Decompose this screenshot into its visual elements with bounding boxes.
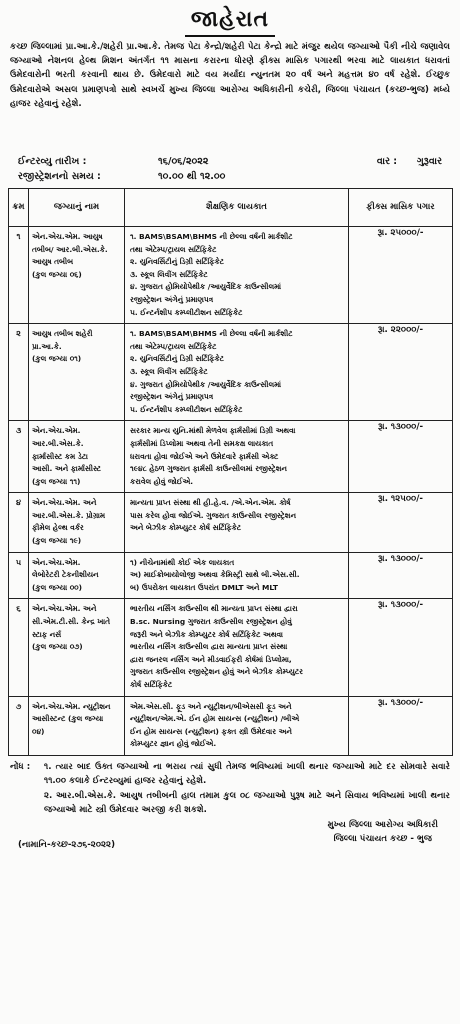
post-name-line: (કુલ જગ્યા ૦૭) (32, 642, 83, 652)
qualification-line: ૫. ઈન્ટર્નશીપ કમ્પ્લીટીશન સર્ટિફિકેટ (130, 404, 243, 414)
header-no: ક્રમ (9, 189, 29, 227)
table-row (9, 552, 453, 599)
qualification-line: માન્યતા પ્રાપ્ત સંસ્થા થી હી.હે.વ. /એ.એન.એમ. કોર્ષ (130, 498, 291, 508)
post-name-line: એન.એચ.એમ. (32, 557, 81, 567)
qualification-cell (125, 552, 349, 599)
post-name-line: એન.એચ.એમ. (32, 426, 81, 436)
qualification-cell (125, 599, 349, 696)
qualification-line: એમ.એસ.સી. ફૂડ અને ન્યુટ્રીશન/બીએસસી ફૂડ અને (130, 701, 292, 711)
note-item-1: ૧. ત્યાર બાદ ઉક્ત જગ્યાઓ ના ભરાય ત્યાં સુધી તેમજ ભવિષ્યમાં ખાલી થનાર જગ્યાઓ માટે દર સોમવારે સવારે ૧૧.૦૦ કલાકે ઈન્ટરવ્યુમાં હાજર રહેવાનું રહેશે. (44, 761, 450, 787)
post-name-cell (29, 599, 125, 696)
post-name-line: આર.બી.એસ.કે. (32, 438, 84, 448)
post-name-line: ૦૪) (32, 726, 45, 736)
post-name-line: ફીમેલ હેલ્થ વર્કર (32, 523, 84, 533)
qualification-cell (125, 493, 349, 552)
qualification-line: ૧. BAMS\BSAM\BHMS ની છેલ્લા વર્ષની માર્કશીટ (130, 329, 293, 339)
table-header-row (9, 189, 453, 227)
row-number: ૬ (9, 599, 29, 696)
interview-date-row (18, 154, 442, 169)
post-name-line: એન.એચ.એમ. ન્યુટ્રીશન (32, 701, 111, 711)
post-name-line: તબીબ/ આર.બી.એસ.કે. (32, 244, 108, 254)
qualification-line: ઈન હોમ સાયન્સ (ન્યુટ્રીશન) ફક્ત સ્ત્રી ઉમેદવાર અને (130, 726, 292, 736)
posts-table-body (9, 227, 453, 756)
qualification-line: ૧. BAMS\BSAM\BHMS ની છેલ્લા વર્ષની માર્કશીટ (130, 232, 293, 241)
qualification-line: તથા એટેમ્પ/ટ્રાયલ સર્ટિફિકેટ (130, 341, 217, 351)
registration-time-value: ૧૦.૦૦ થી ૧૨.૦૦ (158, 171, 226, 182)
qualification-line: ૫. ઈન્ટર્નશીપ કમ્પ્લીટીશન સર્ટિફિકેટ (130, 307, 243, 317)
post-name-line: આર.બી.એસ.કે. પ્રોગ્રામ (32, 510, 106, 520)
registration-time-label: રજીસ્ટ્રેશનનો સમય : (18, 171, 101, 182)
row-number: ૫ (9, 552, 29, 599)
header-qualification: શૈક્ષણિક લાયકાત (125, 189, 349, 227)
interview-day-value: ગુરૂવાર (416, 156, 442, 167)
row-number: ૪ (9, 493, 29, 552)
post-name-line: એન.એચ.એમ. અને (32, 604, 97, 614)
post-name-line: એન.એચ.એમ. અને (32, 498, 97, 508)
table-row (9, 696, 453, 755)
post-name-cell (29, 421, 125, 493)
qualification-line: ૨. યુનિવર્સિટીનું ડિગ્રી સર્ટિફિકેટ (130, 354, 224, 364)
qualification-cell (125, 227, 349, 324)
post-name-line: લેબોરેટરી ટેકનીશીયન (32, 570, 99, 580)
qualification-line: ફાર્મસીમાં ડિપ્લોમા અથવા તેની સમકક્ષ લાયકાત (130, 438, 274, 448)
qualification-line: ૨. યુનિવર્સિટીનું ડિગ્રી સર્ટિફિકેટ (130, 257, 224, 267)
qualification-line: ભારતીય નર્સિંગ કાઉન્સીલ દ્વારા માન્યતા પ્રાપ્ત સંસ્થા (130, 642, 288, 652)
post-name-cell (29, 227, 125, 324)
post-name-cell (29, 552, 125, 599)
post-name-line: આયુષ તબીબ શહેરી (32, 329, 93, 339)
table-row (9, 493, 453, 552)
page-title: જાહેરાત (185, 6, 275, 37)
header-post-name: જગ્યાનું નામ (29, 189, 125, 227)
post-name-line: (કુલ જગ્યા ૦૧) (32, 354, 82, 364)
notes-section (8, 756, 452, 818)
qualification-line: ધરાવતા હોવા જોઈએ અને ઉમેદવારે ફાર્મસી એક્ટ (130, 451, 279, 461)
interview-date-label: ઈન્ટરવ્યુ તારીખ : (18, 156, 87, 167)
note-row-1 (10, 760, 450, 789)
qualification-line: ન્યુટ્રીશન/એમ.એ. ઈન હોમ સાયન્સ (ન્યુટ્રીશન) /બીએ (130, 714, 300, 724)
posts-table (8, 188, 453, 756)
post-name-line: (કુલ જગ્યા ૦૦) (32, 582, 83, 592)
note-row-2 (10, 789, 450, 818)
pay-cell: રૂા. ૨૨૦૦૦/- (349, 324, 453, 421)
interview-date-value: ૧૬/૦૬/૨૦૨૨ (158, 156, 209, 167)
qualification-line: ૧) નીચેનામાંથી કોઈ એક લાયકાત (130, 557, 235, 567)
pay-cell: રૂા. ૧૩૦૦૦/- (349, 421, 453, 493)
post-name-cell (29, 493, 125, 552)
row-number: ૭ (9, 696, 29, 755)
header-pay: ફીક્સ માસિક પગાર (349, 189, 453, 227)
qualification-line: કોર્ષ સર્ટિફિકેટ (130, 680, 173, 689)
pay-cell: રૂા. ૧૨૫૦૦/- (349, 493, 453, 552)
qualification-line: અને બેઝીક કોમ્પ્યુટર કોર્ષ સર્ટિફિકેટ (130, 523, 242, 533)
qualification-line: ભારતીય નર્સિંગ કાઉન્સીલ થી માન્યતા પ્રાપ્ત સંસ્થા દ્વારા (130, 604, 298, 614)
post-name-line: આસીસ્ટન્ટ (કુલ જગ્યા (32, 714, 104, 724)
qualification-line: રજીસ્ટ્રેશન અંગેનું પ્રમાણપત્ર (130, 392, 214, 402)
post-name-line: (કુલ જગ્યા ૦૬) (32, 269, 82, 279)
pay-cell: રૂા. ૧૩૦૦૦/- (349, 599, 453, 696)
qualification-line: ૪. ગુજરાત હોમિયોપેથીક /આયુર્વેદિક કાઉન્સીલમાં (130, 379, 282, 389)
qualification-line: ૪. ગુજરાત હોમિયોપેથીક /આયુર્વેદિક કાઉન્સીલમાં (130, 282, 282, 292)
qualification-line: ગુજરાત કાઉન્સીલ રજીસ્ટ્રેશન હોવું અને બેઝીક કોમ્પ્યુટર (130, 667, 303, 677)
row-number: ૩ (9, 421, 29, 493)
post-name-line: (કુલ જગ્યા ૧૧) (32, 476, 81, 486)
post-name-cell (29, 324, 125, 421)
post-name-line: એન.એચ.એમ. આયુષ (32, 232, 103, 241)
qualification-line: બ) ઉપરોક્ત લાયકાત ઉપરાંત DMLT અને MLT (130, 582, 278, 592)
qualification-line: કરાવેલ હોવું જોઈએ. (130, 476, 194, 486)
qualification-line: ૩. સ્કૂલ લિવીંગ સર્ટિફિકેટ (130, 366, 208, 376)
note-item-2: ૨. આર.બી.એસ.કે. આયુષ તબીબની હાલ તમામ કુલ ૦૮ જગ્યાઓ પુરૂષ માટે અને સિવાય ભવિષ્યમાં ખાલી થનાર જગ્યાઓ માટે સ્ત્રી ઉમેદવાર અરજી કરી શકશે. (44, 790, 450, 816)
interview-details (8, 154, 452, 188)
qualification-line: જરૂરી અને બેઝીક કોમ્પ્યુટર કોર્ષ સર્ટિફિકેટ અથવા (130, 629, 283, 639)
post-name-line: આસી. અને ફાર્માસીસ્ટ (32, 464, 101, 474)
signature-office: જિલ્લા પંચાયત કચ્છ - ભુજ (333, 833, 432, 844)
qualification-line: ૧૯૪૮ હેઠળ ગુજરાત ફાર્મસી કાઉન્સીલમાં રજીસ્ટ્રેશન (130, 464, 287, 474)
qualification-line: સરકાર માન્ય યુનિ.માંથી મેળવેલ ફાર્મસીમાં ડિગ્રી અથવા (130, 426, 296, 436)
post-name-line: પ્રા.આ.કે. (32, 341, 62, 351)
qualification-cell (125, 324, 349, 421)
table-row (9, 421, 453, 493)
post-name-cell (29, 696, 125, 755)
signature-designation: મુખ્ય જિલ્લા આરોગ્ય અધિકારી (327, 819, 438, 830)
pay-cell: રૂા. ૧૩૦૦૦/- (349, 696, 453, 755)
row-number: ૧ (9, 227, 29, 324)
footer (8, 818, 452, 858)
qualification-line: તથા એટેમ્પ/ટ્રાયલ સર્ટિફિકેટ (130, 244, 217, 254)
post-name-line: સ્ટાફ નર્સ (32, 629, 62, 639)
qualification-line: કોમ્પ્યુટર જ્ઞાન હોવું જોઈએ. (130, 739, 217, 749)
table-row (9, 324, 453, 421)
pay-cell: રૂા. ૨૫૦૦૦/- (349, 227, 453, 324)
qualification-line: B.sc. Nursing ગુજરાત કાઉન્સીલ રજીસ્ટ્રેશન હોવું (130, 617, 292, 627)
signature-block (328, 818, 438, 846)
qualification-line: પાસ કરેલ હોવા જોઈએ. ગુજરાત કાઉન્સીલ રજીસ્ટ્રેશન (130, 510, 297, 520)
interview-day-label: વાર : (376, 156, 398, 167)
qualification-line: ૩. સ્કૂલ લિવીંગ સર્ટિફિકેટ (130, 269, 208, 279)
registration-time-row (18, 169, 442, 184)
qualification-line: રજીસ્ટ્રેશન અંગેનું પ્રમાણપત્ર (130, 294, 214, 304)
title-wrap (8, 6, 452, 40)
intro-paragraph: કચ્છ જિલ્લામાં પ્રા.આ.કે./શહેરી પ્રા.આ.કે. તેમજ પેટા કેન્દ્રો/શહેરી પેટા કેન્દ્રો માટે મંજુર થયેલ જગ્યાઓ પૈકી નીચે જણાવેલ જગ્યાઓ નેશનલ હેલ્થ મિશન અંતર્ગત ૧૧ માસના કરારના ધોરણે ફીક્સ માસિક પગારથી ભરવા માટે લાયકાત ધરાવતાં ઉમેદવારોની ભરતી કરવાની થાય છે. ઉમેદવારો માટે વય મર્યાદા ન્યુનતમ ૨૦ વર્ષ અને મહત્તમ ૪૦ વર્ષ રહેશે. ઈચ્છુક ઉમેદવારોએ અસલ પ્રમાણપત્રો સાથે સ્વખર્ચે મુખ્ય જિલ્લા આરોગ્ય અધિકારીની કચેરી, જિલ્લા પંચાયત (કચ્છ-ભુજ) મધ્યે હાજર રહેવાનું રહેશે. (10, 42, 450, 109)
qualification-cell (125, 421, 349, 493)
table-row (9, 227, 453, 324)
post-name-line: (કુલ જગ્યા ૧૯) (32, 536, 82, 546)
qualification-line: દ્વારા જનરલ નર્સિંગ અને મીડવાઈફરી કોર્ષમાં ડિપ્લોમા, (130, 654, 292, 664)
qualification-line: અ) માઈક્રોબાયોલોજી અથવા કેમિસ્ટ્રી સાથે બી.એસ.સી. (130, 570, 300, 580)
post-name-line: ફાર્માસીસ્ટ કમ ડેટા (32, 451, 88, 461)
row-number: ૨ (9, 324, 29, 421)
post-name-line: આયુષ તબીબ (32, 257, 74, 267)
reference-number: (નામાનિ-કચ્છ-૨૭૬-૨૦૨૨) (18, 839, 116, 850)
notes-label: નોંધ : (10, 761, 31, 772)
table-row (9, 599, 453, 696)
pay-cell: રૂા. ૧૩૦૦૦/- (349, 552, 453, 599)
qualification-cell (125, 696, 349, 755)
post-name-line: સી.એમ.ટી.સી. કેન્દ્ર ખાતે (32, 617, 111, 627)
